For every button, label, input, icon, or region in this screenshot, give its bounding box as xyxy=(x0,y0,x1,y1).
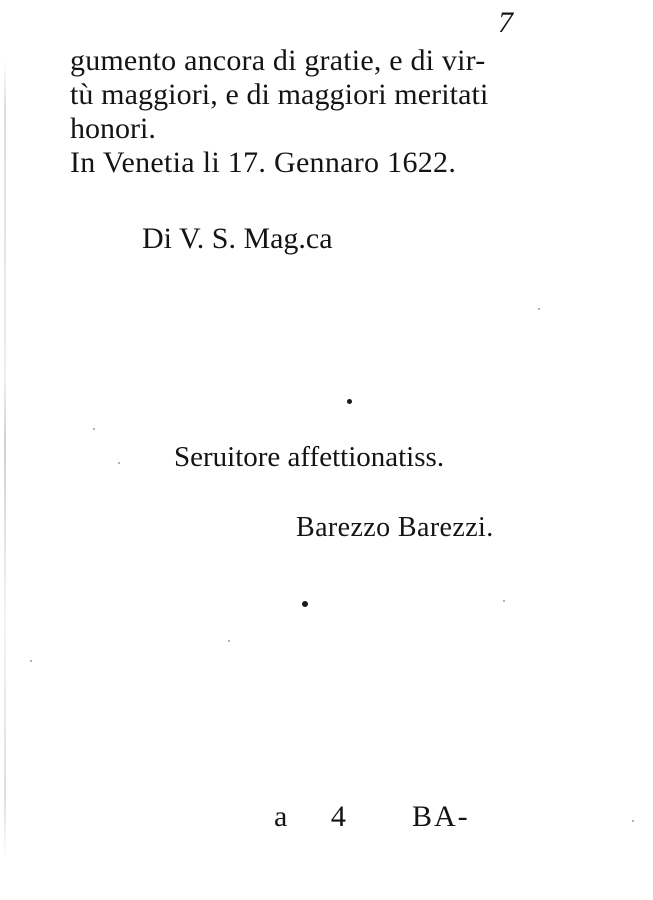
closing-formula: Seruitore affettionatiss. xyxy=(174,441,445,473)
ornament-dot xyxy=(347,399,352,404)
paper-speck xyxy=(538,308,540,310)
page-number: 7 xyxy=(498,6,513,39)
salutation: Di V. S. Mag.ca xyxy=(142,222,333,255)
signature: Barezzo Barezzi. xyxy=(296,512,494,543)
ornament-dot xyxy=(302,601,308,607)
dateline: In Venetia li 17. Gennaro 1622. xyxy=(70,146,457,179)
text-line: gumento ancora di gratie, e di vir- xyxy=(70,44,486,77)
text-line: honori. xyxy=(70,112,156,145)
body-text xyxy=(70,44,540,180)
paper-speck xyxy=(503,600,505,602)
text-line: tù maggiori, e di maggiori meritati xyxy=(70,78,489,111)
paper-speck xyxy=(632,820,634,822)
catchword: BA- xyxy=(412,800,470,833)
signature-mark: a 4 xyxy=(274,800,364,833)
paper-speck xyxy=(228,640,230,642)
binding-edge xyxy=(4,60,6,860)
paper-speck xyxy=(93,428,95,430)
paper-speck xyxy=(30,660,32,662)
paper-speck xyxy=(118,462,120,464)
